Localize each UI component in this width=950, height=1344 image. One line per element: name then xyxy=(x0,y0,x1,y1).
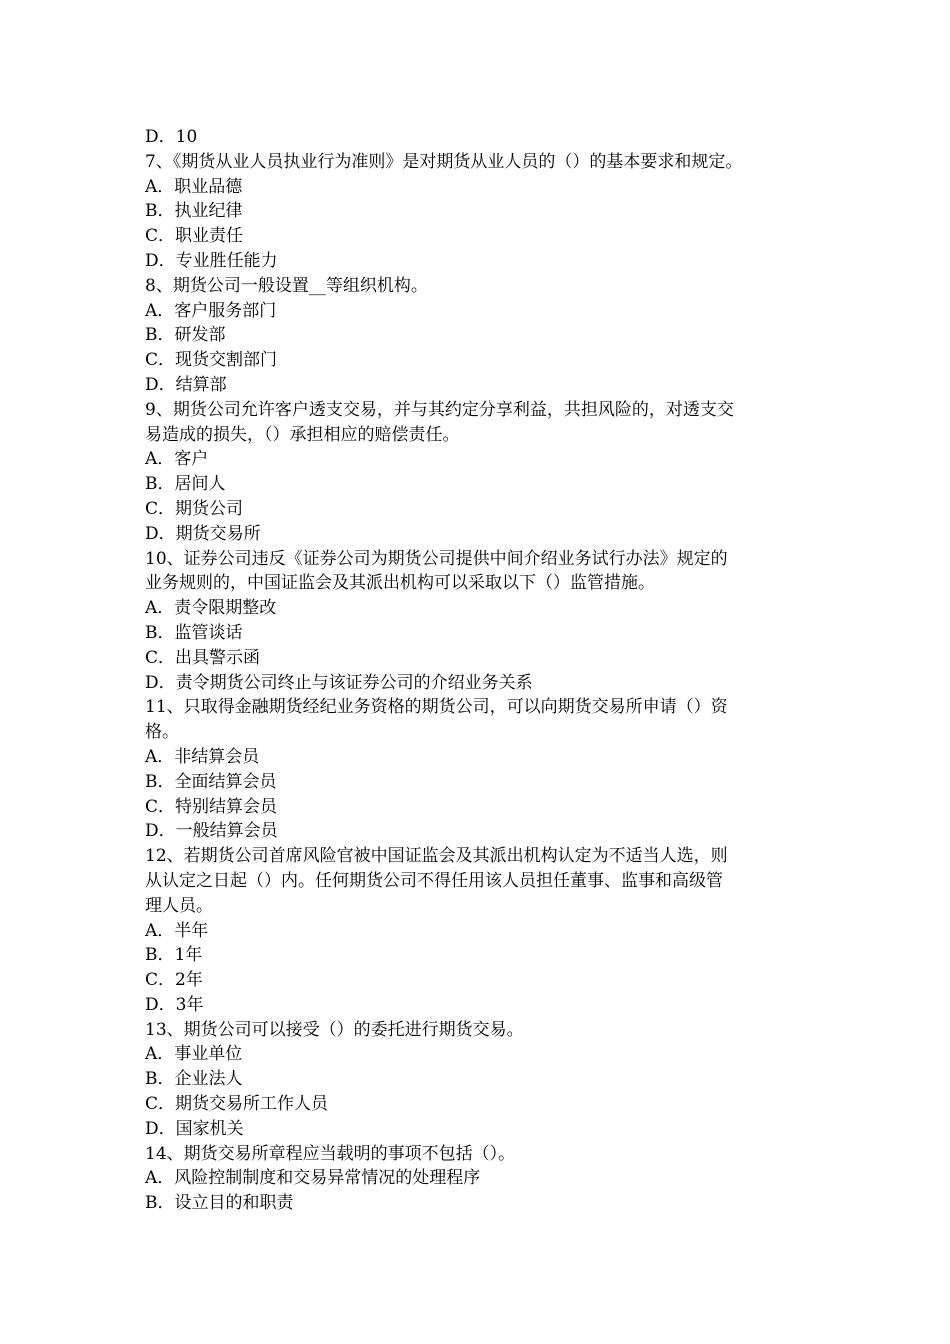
answer-option: C．期货交易所工作人员 xyxy=(145,1094,329,1115)
answer-option: A．风险控制制度和交易异常情况的处理程序 xyxy=(145,1168,481,1189)
answer-option: A．客户服务部门 xyxy=(145,300,277,321)
question-text: 10、证券公司违反《证券公司为期货公司提供中间介绍业务试行办法》规定的 xyxy=(145,548,728,569)
answer-option: B．研发部 xyxy=(145,325,226,346)
answer-option: C．现货交割部门 xyxy=(145,350,278,371)
answer-option: C．期货公司 xyxy=(145,498,244,519)
answer-option: D．10 xyxy=(145,127,198,147)
answer-option: B．执业纪律 xyxy=(145,201,243,222)
answer-option: C．特别结算会员 xyxy=(145,796,278,817)
answer-option: B．1年 xyxy=(145,945,203,966)
question-text: 格。 xyxy=(145,722,179,743)
question-text: 理人员。 xyxy=(145,895,213,916)
answer-option: A．事业单位 xyxy=(145,1044,243,1065)
question-text: 9、期货公司允许客户透支交易，并与其约定分享利益，共担风险的，对透支交 xyxy=(145,399,734,420)
answer-option: D．专业胜任能力 xyxy=(145,250,278,271)
answer-option: C．职业责任 xyxy=(145,226,244,247)
answer-option: D．国家机关 xyxy=(145,1118,244,1139)
answer-option: C．出具警示函 xyxy=(145,647,261,668)
answer-option: A．责令限期整改 xyxy=(145,598,277,619)
answer-option: D．一般结算会员 xyxy=(145,821,278,842)
answer-option: B．企业法人 xyxy=(145,1069,243,1090)
question-text: 7、《期货从业人员执业行为准则》是对期货从业人员的（）的基本要求和规定。 xyxy=(145,151,743,172)
answer-option: B．居间人 xyxy=(145,474,226,495)
question-text: 易造成的损失，（）承担相应的赔偿责任。 xyxy=(145,424,460,445)
question-text: 13、期货公司可以接受（）的委托进行期货交易。 xyxy=(145,1019,524,1040)
answer-option: A．非结算会员 xyxy=(145,746,260,767)
answer-option: A．职业品德 xyxy=(145,176,243,197)
question-text: 从认定之日起（）内。任何期货公司不得任用该人员担任董事、监事和高级管 xyxy=(145,870,723,891)
question-text: 11、只取得金融期货经纪业务资格的期货公司，可以向期货交易所申请（）资 xyxy=(145,697,728,718)
question-text: 14、期货交易所章程应当载明的事项不包括（）。 xyxy=(145,1143,516,1164)
answer-option: A．半年 xyxy=(145,920,209,941)
answer-option: B．全面结算会员 xyxy=(145,771,277,792)
question-text: 业务规则的，中国证监会及其派出机构可以采取以下（）监管措施。 xyxy=(145,573,655,594)
answer-option: D．期货交易所 xyxy=(145,523,261,544)
answer-option: D．结算部 xyxy=(145,374,227,395)
question-text: 12、若期货公司首席风险官被中国证监会及其派出机构认定为不适当人选，则 xyxy=(145,846,728,867)
answer-option: C．2年 xyxy=(145,970,203,991)
question-text: 8、期货公司一般设置__等组织机构。 xyxy=(145,275,428,296)
answer-option: D．责令期货公司终止与该证券公司的介绍业务关系 xyxy=(145,672,533,693)
answer-option: B．监管谈话 xyxy=(145,622,243,643)
answer-option: D．3年 xyxy=(145,994,204,1015)
answer-option: B．设立目的和职责 xyxy=(145,1193,294,1214)
answer-option: A．客户 xyxy=(145,449,209,470)
document-body xyxy=(145,125,825,1216)
